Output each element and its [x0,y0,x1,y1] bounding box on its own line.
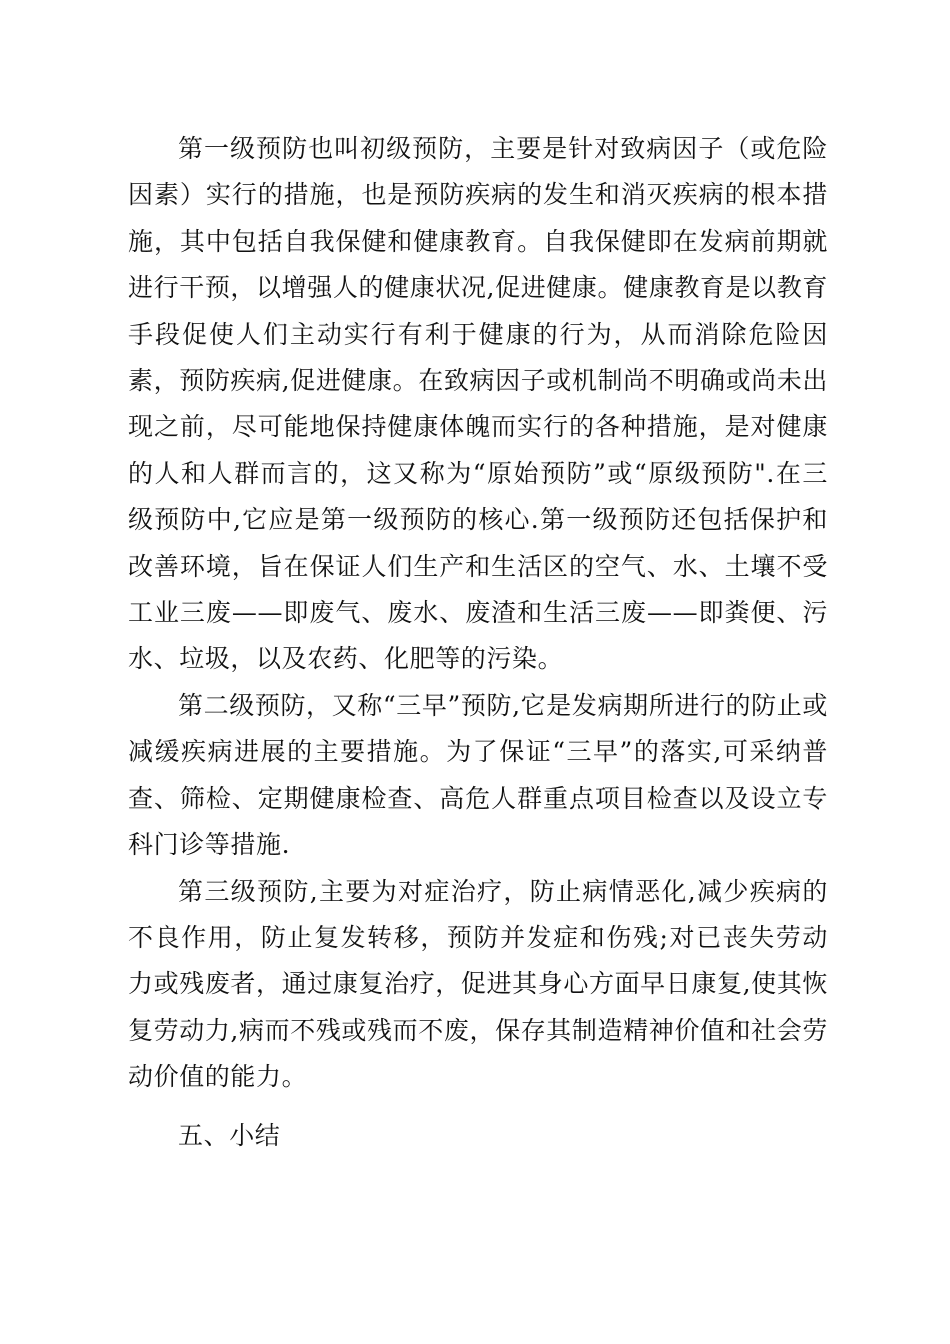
document-page [128,126,828,1159]
section-heading-summary: 五、小结 [178,1120,281,1150]
paragraph-primary-prevention: 第一级预防也叫初级预防，主要是针对致病因子（或危险因素）实行的措施，也是预防疾病的发生和消灭疾病的根本措施，其中包括自我保健和健康教育。自我保健即在发病前期就进行干预，以增强人的健康状况,促进健康。健康教育是以教育手段促使人们主动实行有利于健康的行为，从而消除危险因素，预防疾病,促进健康。在致病因子或机制尚不明确或尚未出现之前，尽可能地保持健康体魄而实行的各种措施，是对健康的人和人群而言的，这又称为“原始预防”或“原级预防".在三级预防中,它应是第一级预防的核心.第一级预防还包括保护和改善环境，旨在保证人们生产和生活区的空气、水、土壤不受工业三废——即废气、废水、废渣和生活三废——即粪便、污水、垃圾，以及农药、化肥等的污染。 [128,134,828,674]
paragraph-tertiary-prevention: 第三级预防,主要为对症治疗，防止病情恶化,减少疾病的不良作用，防止复发转移，预防并发症和伤残;对已丧失劳动力或残废者，通过康复治疗，促进其身心方面早日康复,使其恢复劳动力,病而不残或残而不废，保存其制造精神价值和社会劳动价值的能力。 [128,876,828,1092]
paragraph-secondary-prevention: 第二级预防，又称“三早”预防,它是发病期所进行的防止或减缓疾病进展的主要措施。为了保证“三早”的落实,可采纳普查、筛检、定期健康检查、高危人群重点项目检查以及设立专科门诊等措施. [128,690,828,860]
